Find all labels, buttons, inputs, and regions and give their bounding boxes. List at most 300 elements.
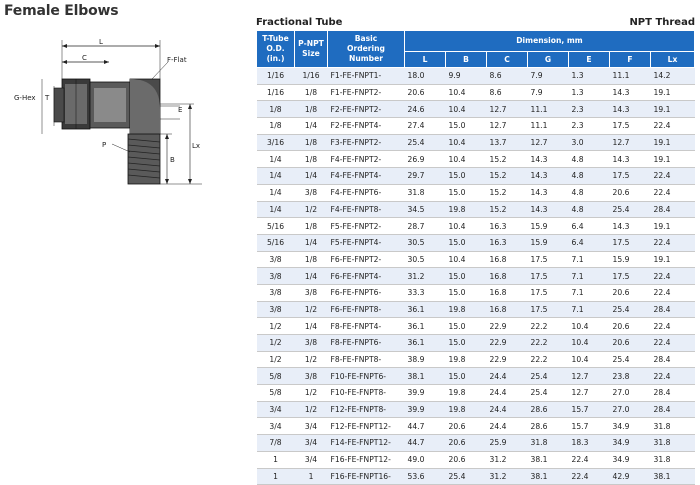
table-cell: F12-FE-FNPT8-	[328, 401, 405, 418]
table-cell: 3/4	[295, 435, 328, 452]
table-cell: F1-FE-FNPT1-	[328, 68, 405, 85]
table-cell: 13.7	[487, 134, 528, 151]
label-F-flat: F-Flat	[167, 56, 187, 64]
table-cell: 16.8	[487, 251, 528, 268]
table-cell: 1/8	[295, 101, 328, 118]
table-cell: 10.4	[446, 218, 487, 235]
table-cell: 3/8	[295, 284, 328, 301]
table-cell: 22.9	[487, 351, 528, 368]
table-cell: 25.9	[487, 435, 528, 452]
table-cell: 25.4	[528, 385, 569, 402]
table-cell: 53.6	[405, 468, 446, 485]
header-dim-G: G	[528, 52, 569, 68]
label-C: C	[82, 54, 87, 62]
table-cell: 1	[295, 468, 328, 485]
table-cell: F14-FE-FNPT12-	[328, 435, 405, 452]
header-dim-B: B	[446, 52, 487, 68]
table-cell: 17.5	[610, 268, 651, 285]
table-cell: 19.8	[446, 351, 487, 368]
table-cell: 22.4	[651, 318, 695, 335]
table-cell: 19.8	[446, 401, 487, 418]
table-cell: 22.4	[651, 168, 695, 185]
table-cell: 31.2	[487, 451, 528, 468]
table-cell: 15.0	[446, 168, 487, 185]
table-cell: 28.4	[651, 201, 695, 218]
table-cell: 3/4	[295, 418, 328, 435]
table-cell: 8.6	[487, 84, 528, 101]
table-row	[257, 468, 695, 485]
table-cell: 18.0	[405, 68, 446, 85]
table-cell: 15.0	[446, 284, 487, 301]
table-cell: F2-FE-FNPT4-	[328, 118, 405, 135]
table-cell: F8-FE-FNPT8-	[328, 351, 405, 368]
table-cell: 14.3	[528, 168, 569, 185]
table-cell: 34.9	[610, 435, 651, 452]
table-cell: 24.6	[405, 101, 446, 118]
table-cell: 22.2	[528, 335, 569, 352]
table-cell: 36.1	[405, 318, 446, 335]
table-cell: F8-FE-FNPT6-	[328, 335, 405, 352]
table-cell: 1/2	[295, 301, 328, 318]
table-cell: 1/2	[295, 401, 328, 418]
table-row	[257, 118, 695, 135]
table-cell: 12.7	[569, 385, 610, 402]
table-cell: 16.8	[487, 301, 528, 318]
table-cell: 15.7	[569, 418, 610, 435]
table-cell: 3/4	[257, 418, 295, 435]
table-cell: 5/16	[257, 234, 295, 251]
table-cell: 22.4	[569, 468, 610, 485]
table-cell: 14.3	[610, 101, 651, 118]
table-cell: 7.1	[569, 268, 610, 285]
table-cell: 1/8	[295, 151, 328, 168]
table-cell: 1/4	[257, 168, 295, 185]
table-cell: 31.8	[651, 451, 695, 468]
table-cell: F6-FE-FNPT4-	[328, 268, 405, 285]
table-row	[257, 451, 695, 468]
label-Lx: Lx	[192, 142, 201, 150]
table-cell: 19.1	[651, 151, 695, 168]
table-title-npt-thread: NPT Thread	[629, 17, 695, 28]
table-cell: 10.4	[446, 251, 487, 268]
table-cell: 27.4	[405, 118, 446, 135]
table-cell: 28.6	[528, 418, 569, 435]
table-cell: 10.4	[569, 335, 610, 352]
table-cell: 16.3	[487, 234, 528, 251]
table-cell: 39.9	[405, 401, 446, 418]
table-cell: 3/8	[257, 251, 295, 268]
table-cell: 1	[257, 451, 295, 468]
table-cell: 22.2	[528, 351, 569, 368]
table-cell: 19.1	[651, 251, 695, 268]
table-row	[257, 385, 695, 402]
table-cell: 16.3	[487, 218, 528, 235]
header-tube-od: T-Tube O.D. (in.)	[257, 31, 295, 68]
table-cell: 14.3	[528, 184, 569, 201]
table-cell: F6-FE-FNPT2-	[328, 251, 405, 268]
table-cell: 14.3	[528, 151, 569, 168]
table-cell: 44.7	[405, 418, 446, 435]
table-cell: 24.4	[487, 368, 528, 385]
table-cell: 1/2	[295, 351, 328, 368]
table-cell: 10.4	[569, 318, 610, 335]
table-cell: 7.1	[569, 301, 610, 318]
table-cell: 38.1	[651, 468, 695, 485]
table-cell: 38.1	[528, 451, 569, 468]
table-cell: 28.4	[651, 301, 695, 318]
table-cell: 1/8	[295, 84, 328, 101]
table-cell: F3-FE-FNPT2-	[328, 134, 405, 151]
label-B: B	[170, 156, 175, 164]
table-cell: 10.4	[569, 351, 610, 368]
table-cell: 14.3	[610, 84, 651, 101]
table-cell: 31.8	[405, 184, 446, 201]
table-cell: 11.1	[610, 68, 651, 85]
table-cell: 19.1	[651, 218, 695, 235]
table-cell: 22.2	[528, 318, 569, 335]
header-dim-E: E	[569, 52, 610, 68]
table-cell: 42.9	[610, 468, 651, 485]
table-cell: 31.2	[405, 268, 446, 285]
table-cell: F8-FE-FNPT4-	[328, 318, 405, 335]
table-cell: 28.7	[405, 218, 446, 235]
table-cell: 22.4	[651, 368, 695, 385]
table-cell: 20.6	[446, 451, 487, 468]
table-cell: 30.5	[405, 234, 446, 251]
table-cell: 17.5	[528, 268, 569, 285]
table-cell: 1/4	[295, 318, 328, 335]
table-row	[257, 435, 695, 452]
table-cell: 3/16	[257, 134, 295, 151]
table-row	[257, 318, 695, 335]
table-row	[257, 218, 695, 235]
table-cell: 31.8	[651, 435, 695, 452]
label-E: E	[178, 106, 183, 114]
table-cell: 1/4	[257, 184, 295, 201]
table-cell: 25.4	[528, 368, 569, 385]
table-cell: 17.5	[528, 251, 569, 268]
table-cell: F10-FE-FNPT6-	[328, 368, 405, 385]
table-cell: 3/8	[257, 301, 295, 318]
female-elbow-diagram	[2, 24, 252, 214]
table-row	[257, 351, 695, 368]
table-cell: 19.8	[446, 385, 487, 402]
table-cell: F4-FE-FNPT2-	[328, 151, 405, 168]
table-cell: 20.6	[610, 335, 651, 352]
table-cell: F6-FE-FNPT6-	[328, 284, 405, 301]
table-cell: F16-FE-FNPT16-	[328, 468, 405, 485]
table-cell: 12.7	[487, 101, 528, 118]
table-cell: 2.3	[569, 118, 610, 135]
table-cell: F4-FE-FNPT4-	[328, 168, 405, 185]
table-cell: 10.4	[446, 151, 487, 168]
table-row	[257, 251, 695, 268]
table-cell: 15.0	[446, 318, 487, 335]
table-cell: 15.9	[528, 218, 569, 235]
table-cell: 1/2	[257, 351, 295, 368]
table-cell: 7.1	[569, 251, 610, 268]
table-cell: 1/4	[295, 118, 328, 135]
table-cell: 12.7	[487, 118, 528, 135]
table-cell: 20.6	[405, 84, 446, 101]
table-cell: 34.5	[405, 201, 446, 218]
table-row	[257, 401, 695, 418]
table-cell: 15.0	[446, 268, 487, 285]
table-cell: 7.1	[569, 284, 610, 301]
female-elbow-spec-table	[256, 30, 695, 485]
table-cell: 3/8	[295, 335, 328, 352]
table-cell: 5/8	[257, 368, 295, 385]
spec-table-body	[257, 68, 695, 485]
table-cell: 36.1	[405, 335, 446, 352]
label-L: L	[99, 38, 103, 46]
table-row	[257, 368, 695, 385]
table-cell: 1/2	[295, 201, 328, 218]
table-cell: 12.7	[528, 134, 569, 151]
table-cell: 1/4	[295, 234, 328, 251]
table-cell: 24.4	[487, 401, 528, 418]
table-cell: 6.4	[569, 234, 610, 251]
table-row	[257, 335, 695, 352]
table-cell: 25.4	[405, 134, 446, 151]
table-cell: 1/4	[257, 151, 295, 168]
table-cell: 15.0	[446, 368, 487, 385]
table-cell: 29.7	[405, 168, 446, 185]
label-T: T	[45, 94, 50, 102]
table-cell: 25.4	[610, 301, 651, 318]
table-row	[257, 234, 695, 251]
table-cell: 24.4	[487, 385, 528, 402]
table-cell: 3/8	[295, 184, 328, 201]
table-cell: F16-FE-FNPT12-	[328, 451, 405, 468]
table-cell: 7/8	[257, 435, 295, 452]
header-dim-Lx: Lx	[651, 52, 695, 68]
table-row	[257, 301, 695, 318]
table-cell: 4.8	[569, 184, 610, 201]
header-dim-L: L	[405, 52, 446, 68]
table-cell: 16.8	[487, 284, 528, 301]
table-cell: 17.5	[528, 284, 569, 301]
table-cell: 22.4	[569, 451, 610, 468]
table-cell: F10-FE-FNPT8-	[328, 385, 405, 402]
table-cell: 27.0	[610, 401, 651, 418]
table-cell: 14.3	[610, 151, 651, 168]
table-cell: 5/8	[257, 385, 295, 402]
table-cell: 31.8	[651, 418, 695, 435]
table-row	[257, 168, 695, 185]
table-cell: F4-FE-FNPT8-	[328, 201, 405, 218]
table-cell: F1-FE-FNPT2-	[328, 84, 405, 101]
table-cell: 9.9	[446, 68, 487, 85]
table-cell: 10.4	[446, 101, 487, 118]
table-cell: 38.1	[528, 468, 569, 485]
table-cell: 25.4	[610, 351, 651, 368]
table-cell: F6-FE-FNPT8-	[328, 301, 405, 318]
table-cell: 10.4	[446, 84, 487, 101]
table-cell: 18.3	[569, 435, 610, 452]
table-cell: 15.9	[528, 234, 569, 251]
table-cell: 15.0	[446, 118, 487, 135]
label-P: P	[102, 141, 107, 149]
table-cell: 27.0	[610, 385, 651, 402]
table-cell: 3/8	[257, 268, 295, 285]
table-cell: 16.8	[487, 268, 528, 285]
table-cell: 44.7	[405, 435, 446, 452]
table-cell: 22.4	[651, 335, 695, 352]
table-cell: 28.4	[651, 385, 695, 402]
table-cell: 14.2	[651, 68, 695, 85]
table-cell: 15.0	[446, 335, 487, 352]
header-pnpt-size: P-NPT Size	[295, 31, 328, 68]
table-cell: F2-FE-FNPT2-	[328, 101, 405, 118]
header-dim-F: F	[610, 52, 651, 68]
table-row	[257, 134, 695, 151]
table-cell: 1/2	[257, 318, 295, 335]
table-cell: 38.1	[405, 368, 446, 385]
header-ordering-number: Basic Ordering Number	[328, 31, 405, 68]
table-cell: 49.0	[405, 451, 446, 468]
table-cell: 22.9	[487, 335, 528, 352]
table-cell: 20.6	[446, 418, 487, 435]
table-cell: 1/4	[295, 268, 328, 285]
table-cell: 3/4	[295, 451, 328, 468]
table-cell: 1	[257, 468, 295, 485]
table-cell: 28.4	[651, 351, 695, 368]
table-cell: 11.1	[528, 101, 569, 118]
table-cell: 39.9	[405, 385, 446, 402]
table-cell: F12-FE-FNPT12-	[328, 418, 405, 435]
table-cell: 7.9	[528, 68, 569, 85]
table-cell: 1/16	[257, 68, 295, 85]
label-G-hex: G-Hex	[14, 94, 36, 102]
table-cell: 1/8	[295, 251, 328, 268]
table-cell: 15.2	[487, 201, 528, 218]
table-cell: F5-FE-FNPT2-	[328, 218, 405, 235]
table-cell: 1/8	[257, 118, 295, 135]
table-cell: 15.2	[487, 184, 528, 201]
table-cell: 17.5	[610, 168, 651, 185]
table-cell: 23.8	[610, 368, 651, 385]
table-cell: 1/16	[257, 84, 295, 101]
table-cell: F5-FE-FNPT4-	[328, 234, 405, 251]
table-cell: 20.6	[610, 184, 651, 201]
table-cell: 1/2	[295, 385, 328, 402]
table-cell: 25.4	[610, 201, 651, 218]
table-cell: 4.8	[569, 151, 610, 168]
table-cell: 15.2	[487, 168, 528, 185]
table-row	[257, 284, 695, 301]
table-cell: 34.9	[610, 451, 651, 468]
table-cell: 34.9	[610, 418, 651, 435]
table-cell: 14.3	[610, 218, 651, 235]
table-cell: 19.1	[651, 84, 695, 101]
table-cell: 36.1	[405, 301, 446, 318]
table-cell: 1/2	[257, 335, 295, 352]
table-cell: 19.1	[651, 134, 695, 151]
table-cell: 19.1	[651, 101, 695, 118]
table-cell: 12.7	[569, 368, 610, 385]
table-cell: 28.6	[528, 401, 569, 418]
table-row	[257, 184, 695, 201]
table-row	[257, 201, 695, 218]
table-cell: 22.4	[651, 184, 695, 201]
table-cell: 10.4	[446, 134, 487, 151]
table-title-fractional-tube: Fractional Tube	[256, 17, 343, 28]
table-cell: 31.8	[528, 435, 569, 452]
table-cell: 15.2	[487, 151, 528, 168]
table-cell: 31.2	[487, 468, 528, 485]
table-cell: 12.7	[610, 134, 651, 151]
table-cell: 11.1	[528, 118, 569, 135]
table-cell: 15.9	[610, 251, 651, 268]
table-row	[257, 151, 695, 168]
table-cell: 15.0	[446, 184, 487, 201]
table-cell: 4.8	[569, 168, 610, 185]
table-cell: 22.4	[651, 284, 695, 301]
table-cell: 8.6	[487, 68, 528, 85]
table-cell: 7.9	[528, 84, 569, 101]
table-cell: 3/4	[257, 401, 295, 418]
table-cell: 30.5	[405, 251, 446, 268]
table-row	[257, 68, 695, 85]
table-cell: 25.4	[446, 468, 487, 485]
table-cell: 14.3	[528, 201, 569, 218]
table-cell: 1/4	[257, 201, 295, 218]
table-cell: 5/16	[257, 218, 295, 235]
table-cell: 6.4	[569, 218, 610, 235]
table-cell: 22.4	[651, 118, 695, 135]
table-cell: 17.5	[610, 234, 651, 251]
header-dimension: Dimension, mm	[405, 31, 695, 52]
table-row	[257, 418, 695, 435]
page-title: Female Elbows	[4, 3, 119, 19]
table-cell: 1/8	[295, 218, 328, 235]
table-cell: 15.0	[446, 234, 487, 251]
table-cell: 1.3	[569, 68, 610, 85]
table-cell: 24.4	[487, 418, 528, 435]
table-cell: 33.3	[405, 284, 446, 301]
table-cell: 1/16	[295, 68, 328, 85]
table-cell: 22.9	[487, 318, 528, 335]
table-cell: 2.3	[569, 101, 610, 118]
table-cell: 3.0	[569, 134, 610, 151]
table-cell: 28.4	[651, 401, 695, 418]
table-cell: 3/8	[295, 368, 328, 385]
table-cell: 26.9	[405, 151, 446, 168]
table-cell: 1/8	[295, 134, 328, 151]
table-cell: 20.6	[610, 318, 651, 335]
table-cell: 1/4	[295, 168, 328, 185]
table-cell: 22.4	[651, 268, 695, 285]
table-cell: 22.4	[651, 234, 695, 251]
table-cell: 20.6	[610, 284, 651, 301]
table-cell: 20.6	[446, 435, 487, 452]
table-cell: 3/8	[257, 284, 295, 301]
table-cell: 15.7	[569, 401, 610, 418]
table-row	[257, 101, 695, 118]
table-cell: 38.9	[405, 351, 446, 368]
table-row	[257, 268, 695, 285]
table-row	[257, 84, 695, 101]
table-cell: 17.5	[528, 301, 569, 318]
table-cell: 19.8	[446, 301, 487, 318]
table-cell: F4-FE-FNPT6-	[328, 184, 405, 201]
table-cell: 1.3	[569, 84, 610, 101]
table-cell: 1/8	[257, 101, 295, 118]
header-dim-C: C	[487, 52, 528, 68]
table-cell: 17.5	[610, 118, 651, 135]
table-cell: 19.8	[446, 201, 487, 218]
